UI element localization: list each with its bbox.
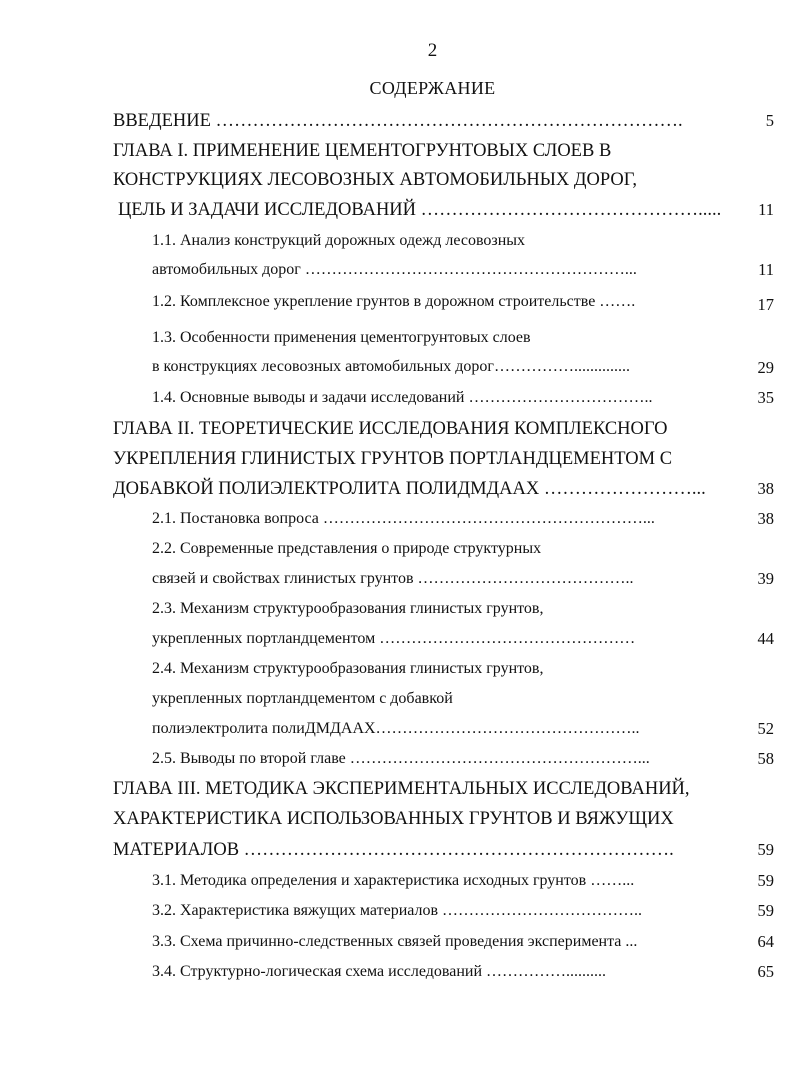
toc-section-2-4-line-2: укрепленных портландцементом с добавкой bbox=[152, 690, 453, 707]
toc-chapter-1-line-2: КОНСТРУКЦИЯХ ЛЕСОВОЗНЫХ АВТОМОБИЛЬНЫХ ДОРОГ, bbox=[113, 170, 637, 190]
toc-page-intro: 5 bbox=[765, 111, 774, 130]
toc-section-1-4: 1.4. Основные выводы и задачи исследований …………………………….. bbox=[152, 389, 653, 406]
toc-section-1-3-line-2: в конструкциях лесовозных автомобильных дорог…………….............. bbox=[152, 358, 630, 375]
toc-page-3-1: 59 bbox=[757, 871, 774, 890]
toc-page-2-5: 58 bbox=[757, 749, 774, 768]
toc-chapter-2-line-3: ДОБАВКОЙ ПОЛИЭЛЕКТРОЛИТА ПОЛИДМДААХ ……………………... bbox=[113, 479, 706, 499]
toc-section-2-1: 2.1. Постановка вопроса ……………………………………………………... bbox=[152, 510, 655, 527]
toc-section-3-4: 3.4. Структурно-логическая схема исследований …………….......... bbox=[152, 963, 607, 980]
toc-page-chapter-1: 11 bbox=[758, 200, 774, 219]
toc-section-2-3-line-2: укрепленных портландцементом ………………………………………… bbox=[152, 630, 636, 647]
toc-chapter-3-line-1: ГЛАВА III. МЕТОДИКА ЭКСПЕРИМЕНТАЛЬНЫХ ИССЛЕДОВАНИЙ, bbox=[113, 779, 690, 799]
toc-chapter-3-line-2: ХАРАКТЕРИСТИКА ИСПОЛЬЗОВАННЫХ ГРУНТОВ И ВЯЖУЩИХ bbox=[113, 809, 674, 829]
toc-section-2-5: 2.5. Выводы по второй главе ………………………………………………... bbox=[152, 750, 650, 767]
toc-page-2-3: 44 bbox=[757, 629, 774, 648]
toc-chapter-2-line-1: ГЛАВА II. ТЕОРЕТИЧЕСКИЕ ИССЛЕДОВАНИЯ КОМПЛЕКСНОГО bbox=[113, 419, 668, 439]
toc-section-2-2-line-1: 2.2. Современные представления о природе структурных bbox=[152, 540, 542, 557]
toc-section-3-1: 3.1. Методика определения и характеристика исходных грунтов ……... bbox=[152, 872, 635, 889]
toc-page-3-2: 59 bbox=[757, 901, 774, 920]
toc-page-2-4: 52 bbox=[757, 719, 774, 738]
toc-section-2-2-line-2: связей и свойствах глинистых грунтов ………………………………….. bbox=[152, 570, 634, 587]
toc-title: СОДЕРЖАНИЕ bbox=[369, 78, 496, 98]
toc-chapter-3-line-3: МАТЕРИАЛОВ ……………………………………………………………. bbox=[113, 840, 674, 860]
toc-chapter-1-line-3: ЦЕЛЬ И ЗАДАЧИ ИССЛЕДОВАНИЙ ………………………………………..... bbox=[118, 200, 721, 220]
toc-section-2-4-line-3: полиэлектролита полиДМДААХ………………………………………….. bbox=[152, 720, 640, 737]
toc-page-3-4: 65 bbox=[757, 962, 774, 981]
toc-section-3-2: 3.2. Характеристика вяжущих материалов ……………………………….. bbox=[152, 902, 643, 919]
toc-page-1-3: 29 bbox=[757, 358, 774, 377]
page-number: 2 bbox=[427, 40, 438, 61]
toc-page-chapter-3: 59 bbox=[757, 840, 774, 859]
toc-page-2-1: 38 bbox=[757, 509, 774, 528]
toc-page-3-3: 64 bbox=[757, 932, 774, 951]
toc-chapter-1-line-1: ГЛАВА I. ПРИМЕНЕНИЕ ЦЕМЕНТОГРУНТОВЫХ СЛОЕВ В bbox=[113, 141, 612, 161]
toc-section-1-1-line-2: автомобильных дорог ……………………………………………………... bbox=[152, 261, 637, 278]
toc-section-2-3-line-1: 2.3. Механизм структурообразования глинистых грунтов, bbox=[152, 600, 544, 617]
toc-page-1-2: 17 bbox=[757, 295, 774, 314]
toc-section-1-2: 1.2. Комплексное укрепление грунтов в дорожном строительстве ……. bbox=[152, 293, 636, 310]
toc-entry-intro: ВВЕДЕНИЕ …………………………………………………………………. bbox=[113, 111, 683, 131]
toc-page-1-4: 35 bbox=[757, 388, 774, 407]
toc-section-3-3: 3.3. Схема причинно-следственных связей проведения эксперимента ... bbox=[152, 933, 638, 950]
toc-page-2-2: 39 bbox=[757, 569, 774, 588]
toc-section-1-1-line-1: 1.1. Анализ конструкций дорожных одежд лесовозных bbox=[152, 232, 526, 249]
toc-page-1-1: 11 bbox=[758, 260, 774, 279]
toc-section-1-3-line-1: 1.3. Особенности применения цементогрунтовых слоев bbox=[152, 329, 531, 346]
toc-section-2-4-line-1: 2.4. Механизм структурообразования глинистых грунтов, bbox=[152, 660, 544, 677]
toc-chapter-2-line-2: УКРЕПЛЕНИЯ ГЛИНИСТЫХ ГРУНТОВ ПОРТЛАНДЦЕМЕНТОМ С bbox=[113, 449, 673, 469]
toc-page-chapter-2: 38 bbox=[757, 479, 774, 498]
